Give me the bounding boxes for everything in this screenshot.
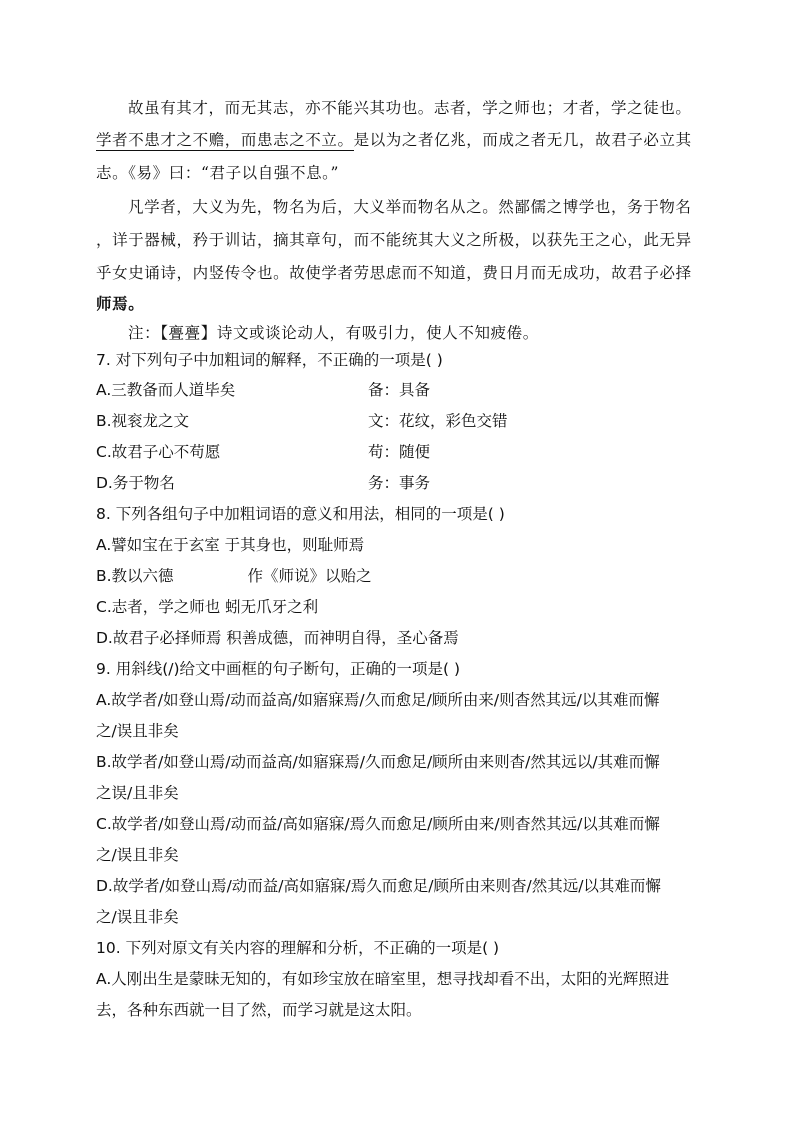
q7-option-c-sentence: C.故君子心不苟愿 bbox=[96, 443, 221, 461]
q9-option-b-line1: B.故学者/如登山焉/动而益高/如寤寐焉/久而愈足/顾所由来则杳/然其远以/其难而懈 bbox=[96, 753, 660, 771]
q8-option-d: D.故君子必择师焉 积善成德，而神明自得，圣心备焉 bbox=[96, 629, 459, 647]
q7-option-b-gloss: 文：花纹，彩色交错 bbox=[368, 412, 508, 430]
q8-option-a: A.譬如宝在于玄室 于其身也，则耻师焉 bbox=[96, 536, 365, 554]
passage-p1-line2-rest: 是以为之者亿兆，而成之者无几，故君子必立其 bbox=[353, 131, 692, 149]
passage-underlined-sentence: 学者不患才之不赡，而患志之不立。 bbox=[96, 131, 354, 149]
q9-option-a-line2: 之/误且非矣 bbox=[96, 722, 179, 740]
q9-option-c-line1: C.故学者/如登山焉/动而益/高如寤寐/焉久而愈足/顾所由来/则杳然其远/以其难而懈 bbox=[96, 815, 660, 833]
q7-option-d-gloss: 务：事务 bbox=[368, 474, 431, 492]
q9-option-c-line2: 之/误且非矣 bbox=[96, 846, 179, 864]
q7-option-b-sentence: B.视衮龙之文 bbox=[96, 412, 190, 430]
passage-p2-line2: ，详于器械，矜于训诂，摘其章句，而不能统其大义之所极，以获先王之心，此无异 bbox=[96, 231, 692, 249]
q9-option-b-line2: 之误/且非矣 bbox=[96, 784, 179, 802]
passage-p2-line4: 师焉。 bbox=[96, 294, 145, 313]
q10-option-a-line1: A.人刚出生是蒙昧无知的，有如珍宝放在暗室里，想寻找却看不出，太阳的光辉照进 bbox=[96, 970, 670, 988]
q7-option-d-sentence: D.务于物名 bbox=[96, 474, 175, 492]
q9-stem: 9. 用斜线(/)给文中画框的句子断句，正确的一项是( ) bbox=[96, 660, 461, 678]
q8-stem: 8. 下列各组句子中加粗词语的意义和用法，相同的一项是( ) bbox=[96, 505, 505, 523]
q7-option-a-gloss: 备：具备 bbox=[368, 381, 431, 399]
passage-p2-line1: 凡学者，大义为先，物名为后，大义举而物名从之。然鄙儒之博学也，务于物名 bbox=[128, 198, 692, 216]
passage-p1-line3: 志。《易》曰：“君子以自强不息。” bbox=[96, 164, 340, 182]
q9-option-d-line1: D.故学者/如登山焉/动而益/高如寤寐/焉久而愈足/顾所由来则杳/然其远/以其难而懈 bbox=[96, 877, 661, 895]
passage-p1-line1: 故虽有其才，而无其志，亦不能兴其功也。志者，学之师也；才者，学之徒也。 bbox=[128, 99, 692, 117]
passage-note: 注：【亹亹】诗文或谈论动人，有吸引力，使人不知疲倦。 bbox=[128, 324, 539, 342]
q7-option-c-gloss: 苟：随便 bbox=[368, 443, 431, 461]
q9-option-d-line2: 之/误且非矣 bbox=[96, 908, 179, 926]
q7-stem: 7. 对下列句子中加粗词的解释，不正确的一项是( ) bbox=[96, 351, 443, 369]
q10-option-a-line2: 去，各种东西就一目了然，而学习就是这太阳。 bbox=[96, 1001, 422, 1019]
passage-p1-line2 bbox=[96, 128, 692, 150]
q8-option-c: C.志者，学之师也 蚓无爪牙之利 bbox=[96, 598, 319, 616]
q8-option-b: B.教以六德 作《师说》以贻之 bbox=[96, 567, 372, 585]
q7-option-a-sentence: A.三教备而人道毕矣 bbox=[96, 381, 236, 399]
q10-stem: 10. 下列对原文有关内容的理解和分析，不正确的一项是( ) bbox=[96, 939, 500, 957]
q9-option-a-line1: A.故学者/如登山焉/动而益高/如寤寐焉/久而愈足/顾所由来/则杳然其远/以其难而懈 bbox=[96, 691, 660, 709]
passage-p2-line3: 乎女史诵诗，内竖传令也。故使学者劳思虑而不知道，费日月而无成功，故君子必择 bbox=[96, 264, 692, 282]
